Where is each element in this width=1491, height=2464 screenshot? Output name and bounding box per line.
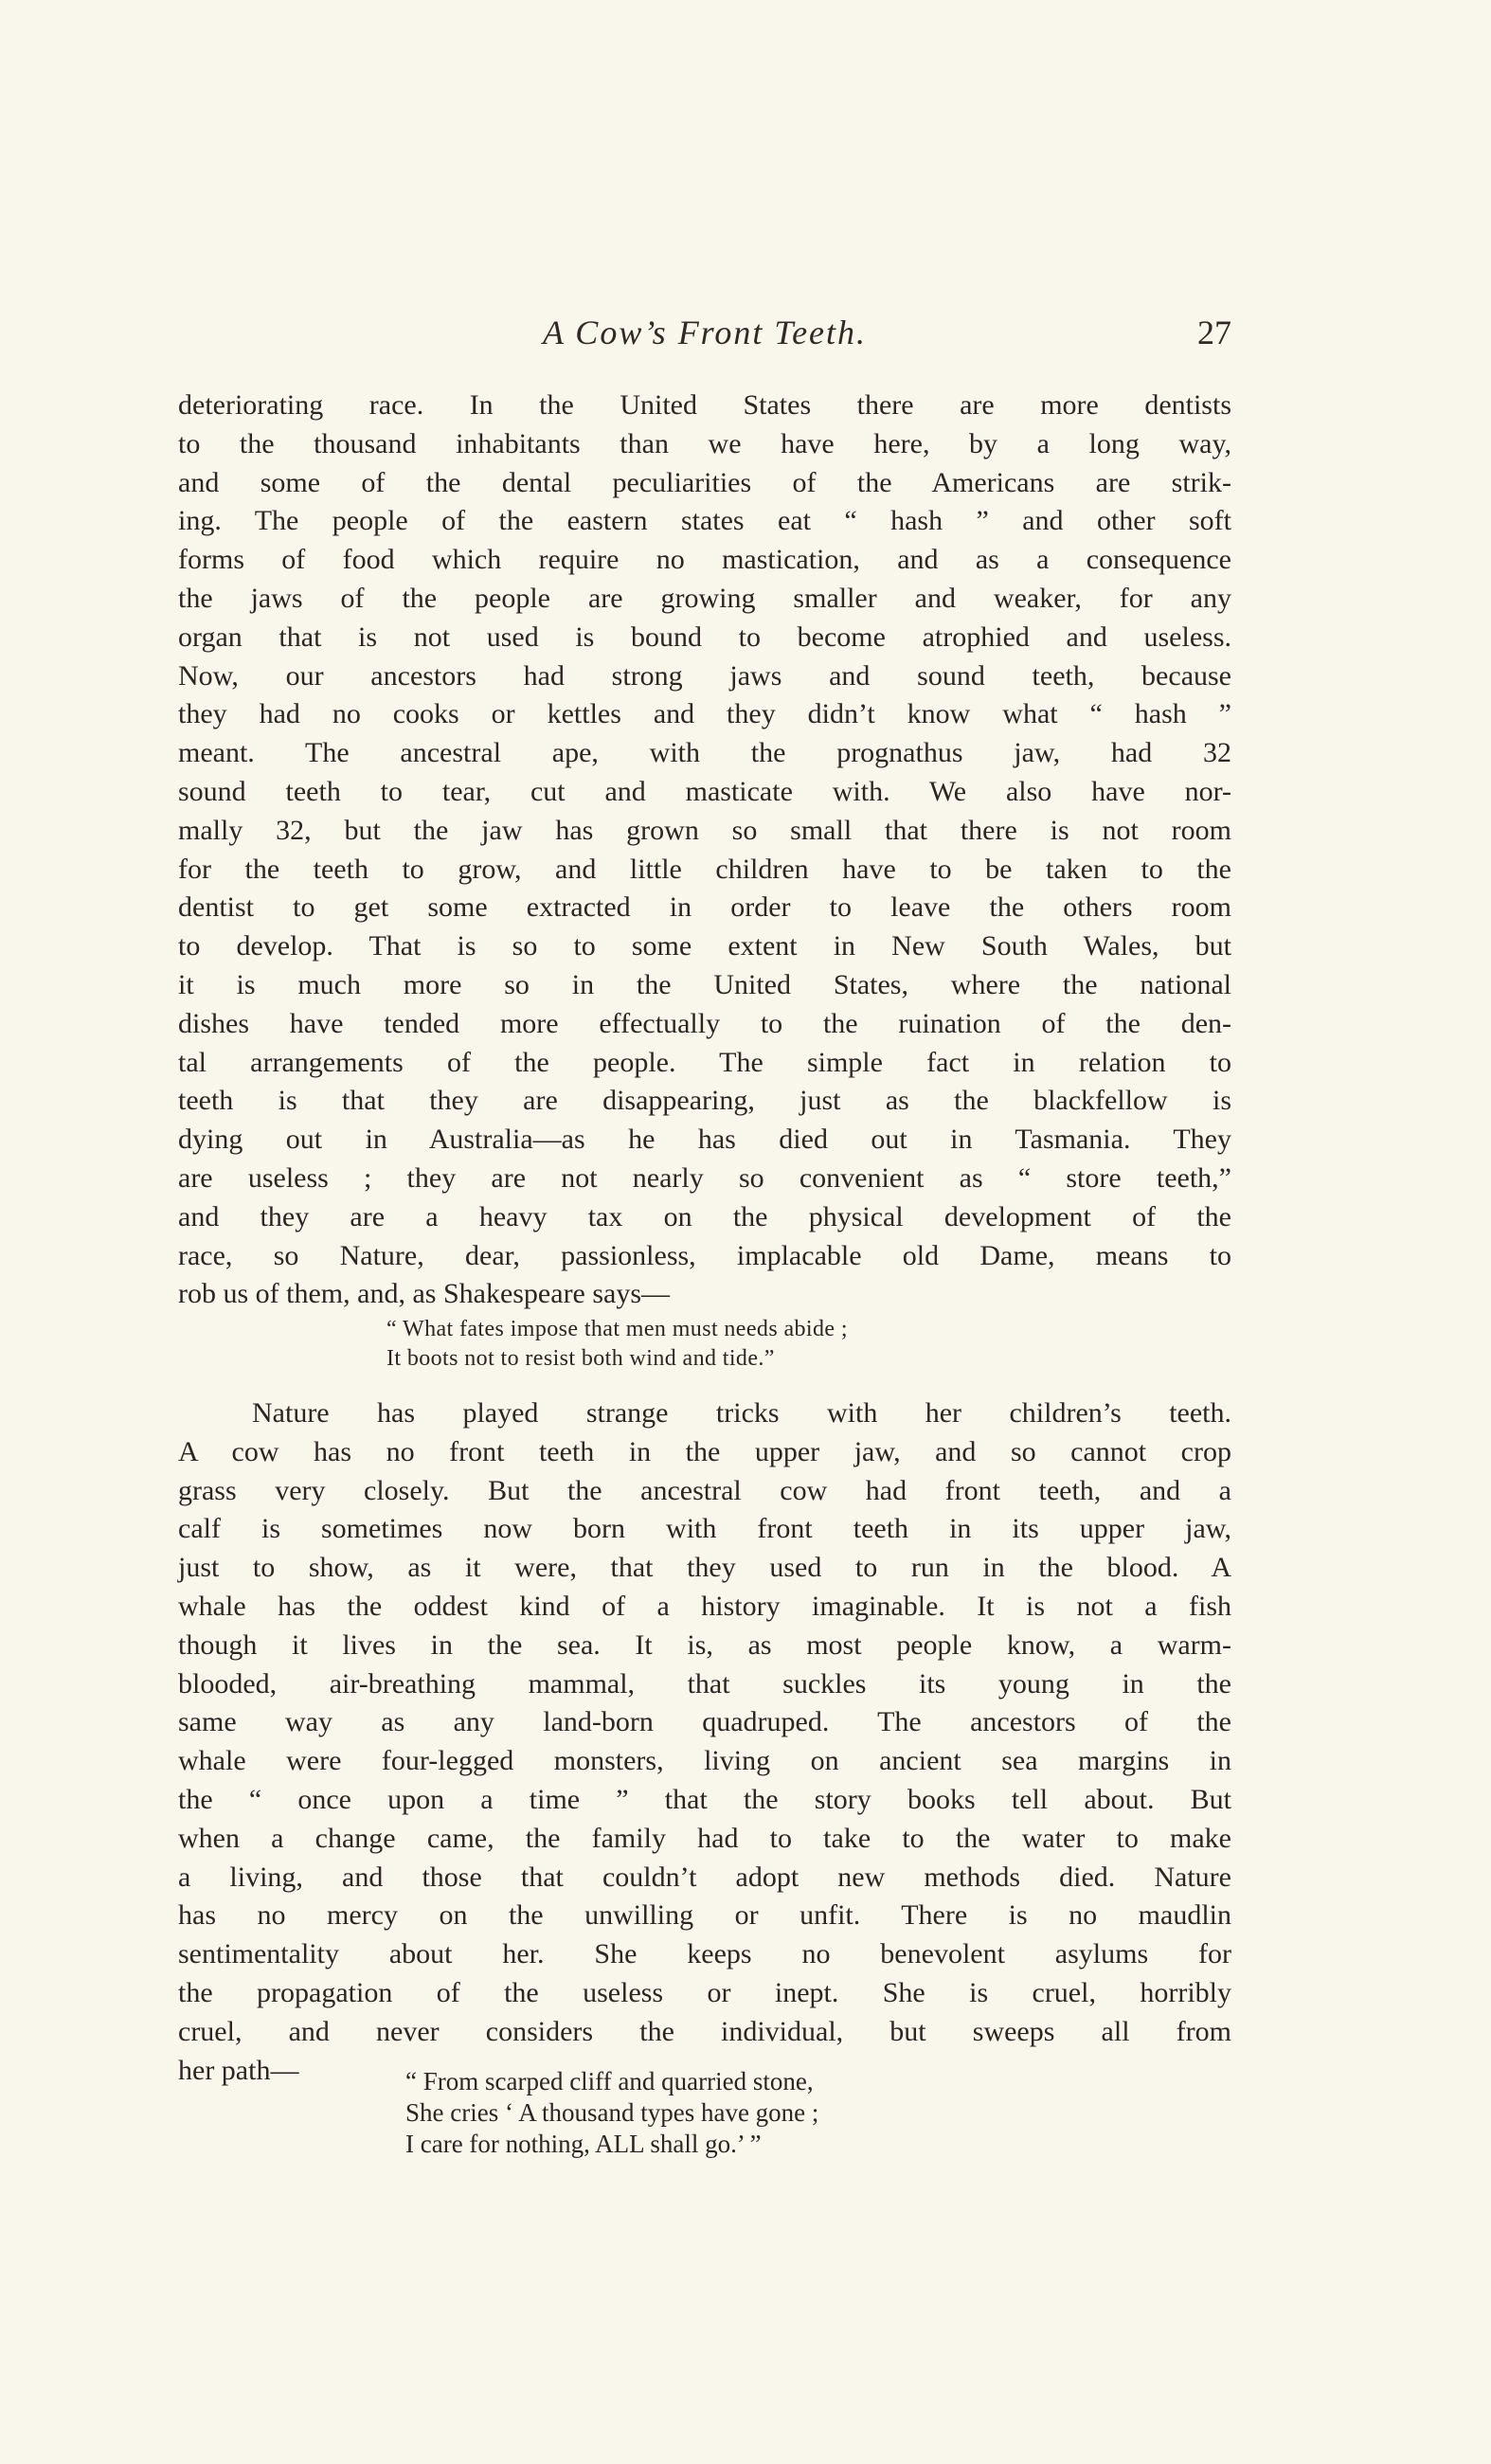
- text-line: meant. The ancestral ape, with the prognathus jaw, had 32: [178, 737, 1231, 769]
- chapter-title: A Cow’s Front Teeth.: [542, 314, 868, 351]
- text-line: a living, and those that couldn’t adopt new methods died. Nature: [178, 1861, 1231, 1893]
- paragraph-teeth-decline: [178, 387, 1231, 1314]
- text-line: tal arrangements of the people. The simple fact in relation to: [178, 1046, 1231, 1078]
- text-line: mally 32, but the jaw has grown so small that there is not room: [178, 814, 1231, 846]
- verse-quotation-tennyson: [405, 2066, 818, 2160]
- paragraph-nature-tricks: [178, 1394, 1231, 2090]
- text-line: are useless ; they are not nearly so convenient as “ store teeth,”: [178, 1161, 1231, 1194]
- running-head: [178, 313, 1231, 358]
- text-line: for the teeth to grow, and little children have to be taken to the: [178, 853, 1231, 885]
- text-line: forms of food which require no mastication, and as a consequence: [178, 544, 1231, 576]
- text-line: and some of the dental peculiarities of the Americans are strik-: [178, 466, 1231, 498]
- text-line: A cow has no front teeth in the upper jaw, and so cannot crop: [178, 1435, 1231, 1467]
- text-line: to the thousand inhabitants than we have here, by a long way,: [178, 427, 1231, 459]
- text-line: It boots not to resist both wind and tide.”: [386, 1346, 775, 1371]
- text-line: teeth is that they are disappearing, just as the blackfellow is: [178, 1085, 1231, 1117]
- text-line: deteriorating race. In the United States there are more dentists: [178, 389, 1231, 421]
- text-line: sound teeth to tear, cut and masticate with. We also have nor-: [178, 775, 1231, 807]
- text-line: to develop. That is so to some extent in New South Wales, but: [178, 930, 1231, 962]
- text-line: just to show, as it were, that they used to run in the blood. A: [178, 1552, 1231, 1584]
- text-line: organ that is not used is bound to become atrophied and useless.: [178, 620, 1231, 653]
- text-line: race, so Nature, dear, passionless, implacable old Dame, means to: [178, 1239, 1231, 1271]
- text-line: “ What fates impose that men must needs abide ;: [386, 1317, 848, 1341]
- text-line: rob us of them, and, as Shakespeare says—: [178, 1278, 671, 1310]
- page-number: 27: [1197, 314, 1231, 351]
- text-line: dentist to get some extracted in order to leave the others room: [178, 891, 1231, 924]
- text-line: cruel, and never considers the individual, but sweeps all from: [178, 2015, 1231, 2047]
- text-line: the “ once upon a time ” that the story books tell about. But: [178, 1783, 1231, 1815]
- text-line: “ From scarped cliff and quarried stone,: [405, 2067, 814, 2095]
- text-line: calf is sometimes now born with front teeth in its upper jaw,: [178, 1513, 1231, 1545]
- text-line: Nature has played strange tricks with her children’s teeth.: [252, 1397, 1231, 1429]
- text-line: I care for nothing, ALL shall go.’ ”: [405, 2130, 762, 2158]
- text-line: her path—: [178, 2054, 299, 2086]
- text-line: whale has the oddest kind of a history imaginable. It is not a fish: [178, 1590, 1231, 1622]
- text-line: dying out in Australia—as he has died out in Tasmania. They: [178, 1124, 1231, 1156]
- text-line: same way as any land-born quadruped. The ancestors of the: [178, 1706, 1231, 1738]
- text-line: grass very closely. But the ancestral cow had front teeth, and a: [178, 1474, 1231, 1506]
- text-line: it is much more so in the United States, where the national: [178, 968, 1231, 1000]
- text-line: and they are a heavy tax on the physical development of the: [178, 1200, 1231, 1232]
- text-line: Now, our ancestors had strong jaws and sound teeth, because: [178, 659, 1231, 692]
- text-line: they had no cooks or kettles and they didn’t know what “ hash ”: [178, 698, 1231, 730]
- text-line: ing. The people of the eastern states eat “ hash ” and other soft: [178, 505, 1231, 537]
- text-line: sentimentality about her. She keeps no benevolent asylums for: [178, 1938, 1231, 1970]
- verse-quotation-shakespeare: [386, 1315, 848, 1374]
- text-line: the jaws of the people are growing smaller and weaker, for any: [178, 582, 1231, 614]
- text-line: dishes have tended more effectually to the ruination of the den-: [178, 1007, 1231, 1039]
- text-line: whale were four-legged monsters, living on ancient sea margins in: [178, 1745, 1231, 1777]
- text-line: blooded, air-breathing mammal, that suckles its young in the: [178, 1667, 1231, 1700]
- text-line: when a change came, the family had to take to the water to make: [178, 1822, 1231, 1854]
- text-line: the propagation of the useless or inept. She is cruel, horribly: [178, 1976, 1231, 2008]
- text-line: though it lives in the sea. It is, as most people know, a warm-: [178, 1628, 1231, 1661]
- text-line: She cries ‘ A thousand types have gone ;: [405, 2098, 819, 2127]
- text-line: has no mercy on the unwilling or unfit. There is no maudlin: [178, 1899, 1231, 1932]
